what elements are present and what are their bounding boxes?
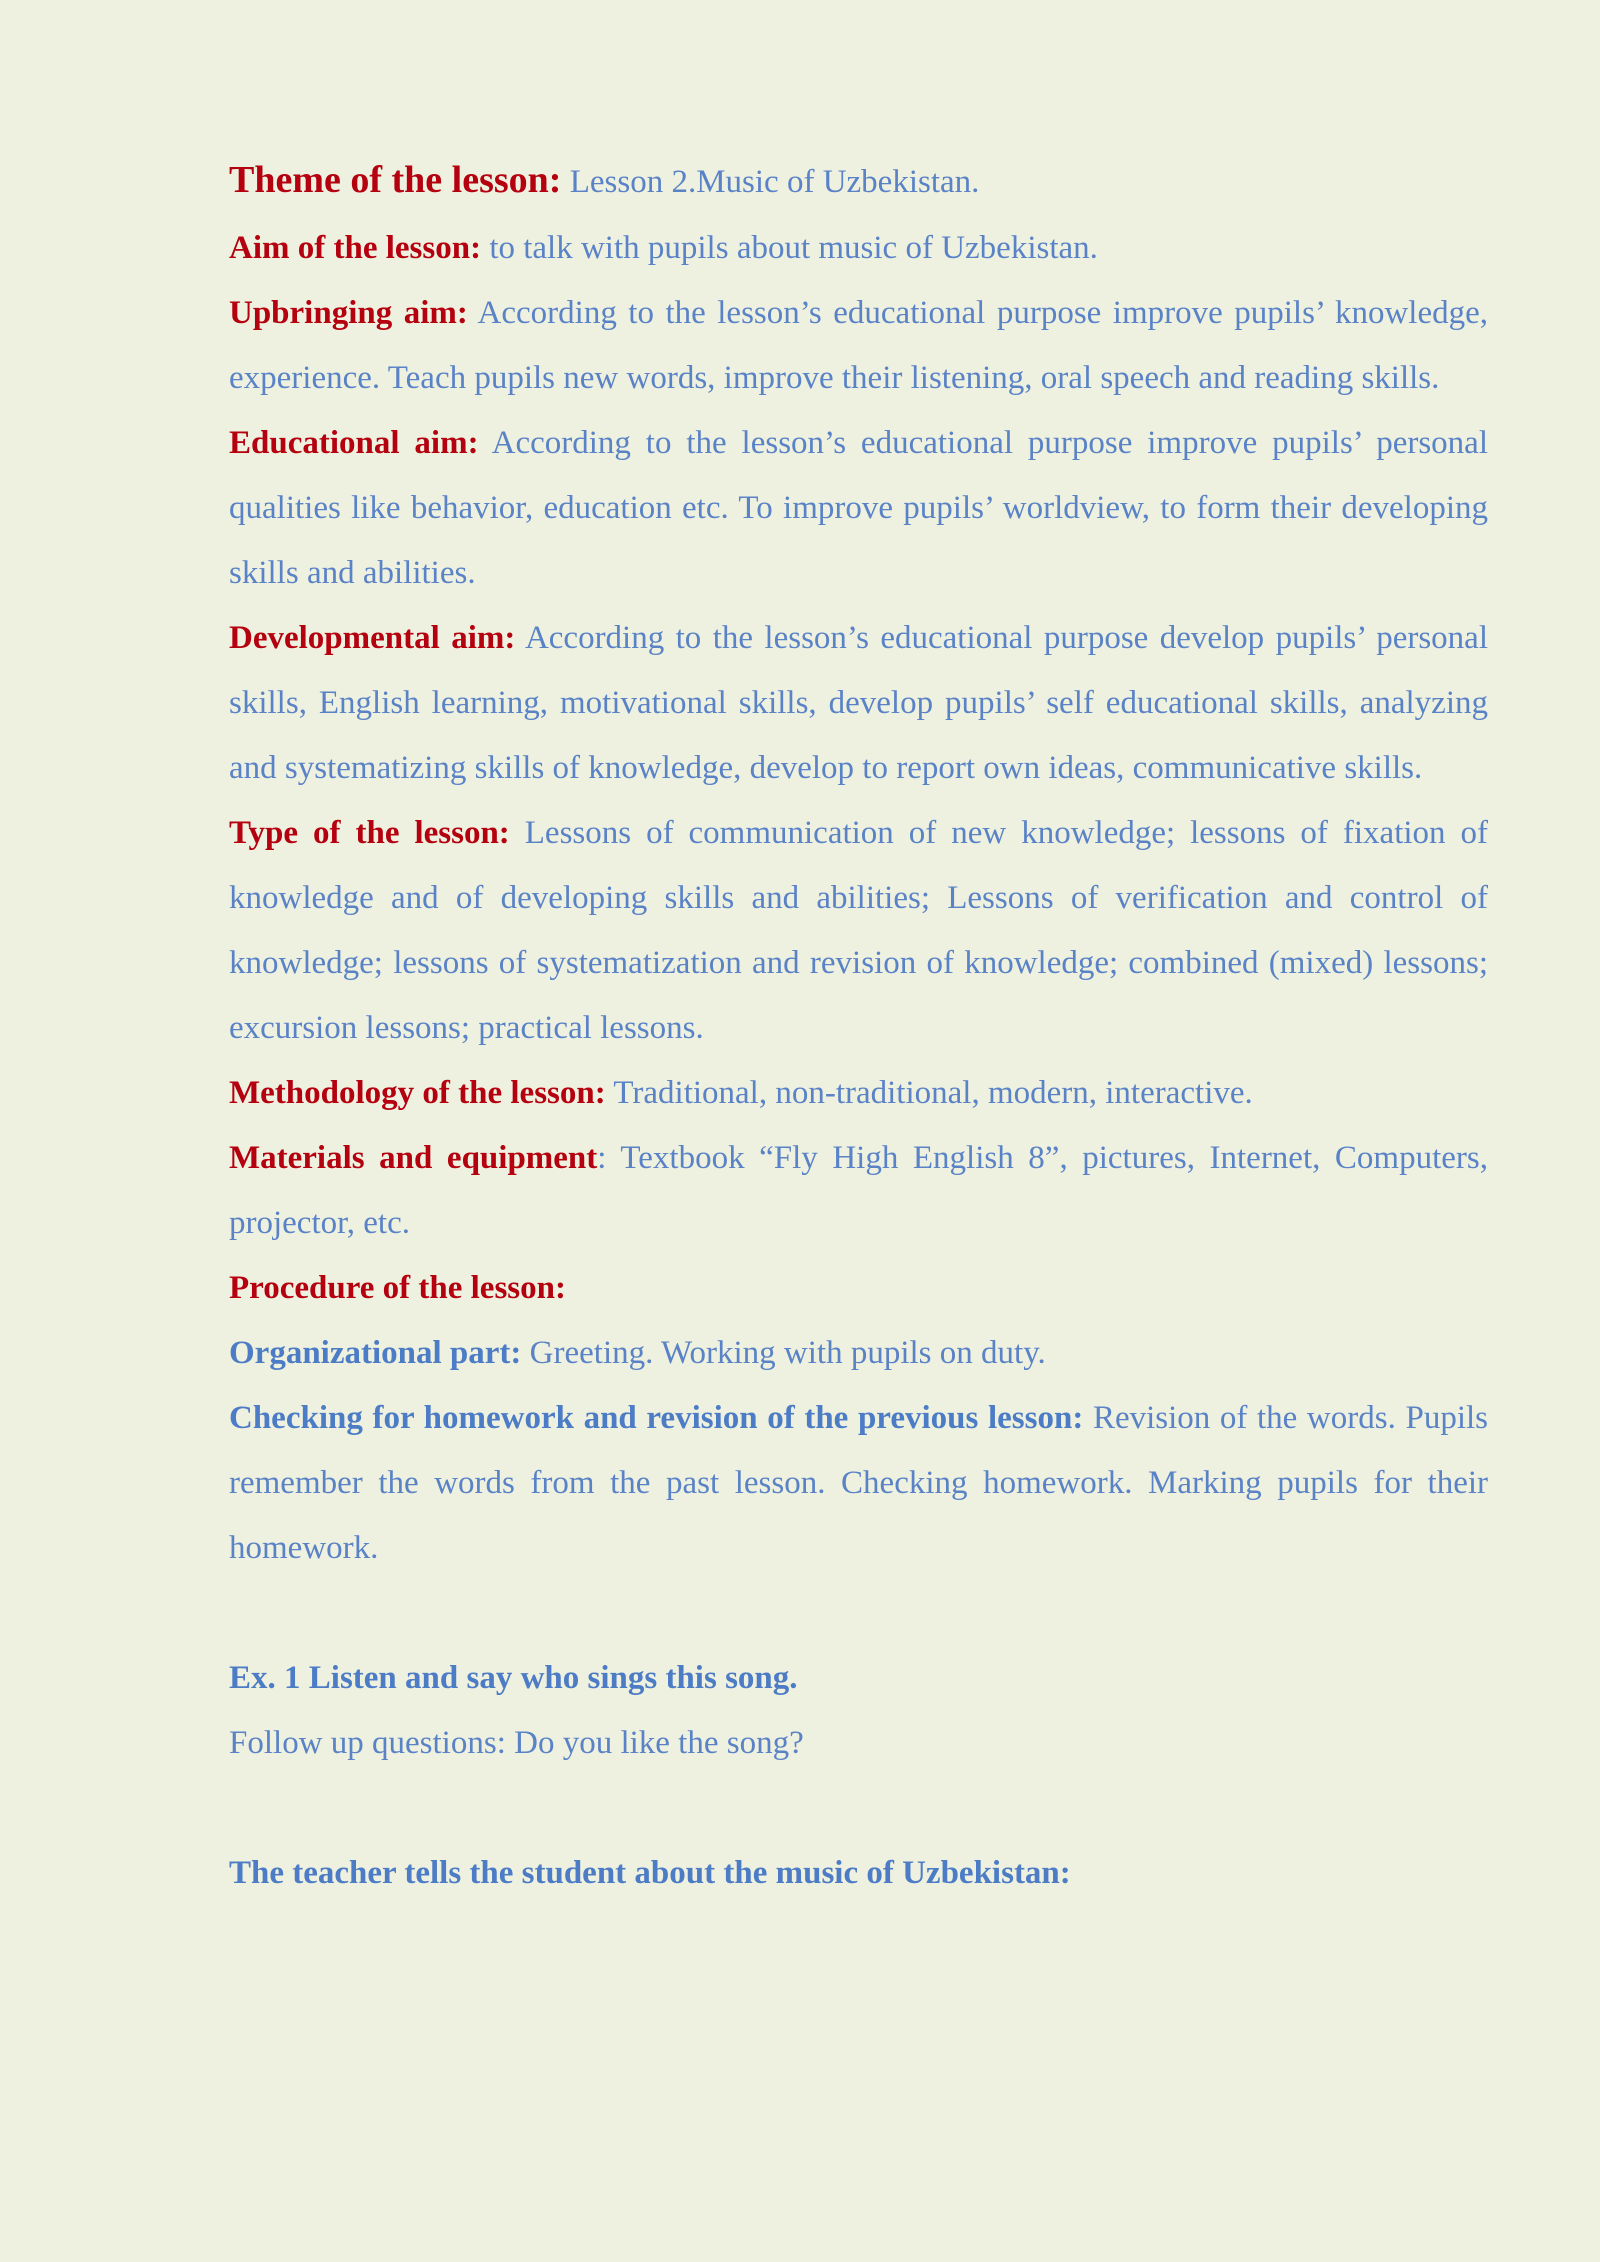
checking-label: Checking for homework and revision of the previous lesson: xyxy=(229,1400,1084,1436)
type-paragraph xyxy=(229,801,1488,1061)
procedure-label: Procedure of the lesson: xyxy=(229,1270,566,1306)
spacer xyxy=(229,1581,1488,1646)
methodology-label: Methodology of the lesson: xyxy=(229,1075,606,1111)
developmental-paragraph xyxy=(229,606,1488,801)
theme-label: Theme of the lesson: xyxy=(229,159,562,201)
teacher-heading xyxy=(229,1841,1488,1906)
exercise1-followup-text: Follow up questions: Do you like the song? xyxy=(229,1725,804,1761)
teacher-title: The teacher tells the student about the music of Uzbekistan: xyxy=(229,1855,1071,1891)
upbringing-paragraph xyxy=(229,281,1488,411)
educational-paragraph xyxy=(229,411,1488,606)
developmental-text: According to the lesson’s educational purpose develop pupils’ personal skills, English learning, motivational skills, develop pupils’ self educational skills, analyzing and systematizing skills of knowledge, develop to report own ideas, communicative skills. xyxy=(229,620,1488,786)
type-text: Lessons of communication of new knowledge; lessons of fixation of knowledge and of developing skills and abilities; Lessons of verification and control of knowledge; lessons of systematization and revision of knowledge; combined (mixed) lessons; excursion lessons; practical lessons. xyxy=(229,815,1488,1046)
materials-text: : Textbook “Fly High English 8”, pictures, Internet, Computers, projector, etc. xyxy=(229,1140,1488,1241)
type-label: Type of the lesson: xyxy=(229,815,510,851)
spacer xyxy=(229,1776,1488,1841)
organizational-text: Greeting. Working with pupils on duty. xyxy=(521,1335,1046,1371)
checking-paragraph xyxy=(229,1386,1488,1581)
theme-line xyxy=(229,150,1488,212)
organizational-line xyxy=(229,1321,1488,1386)
materials-paragraph xyxy=(229,1126,1488,1256)
developmental-label: Developmental aim: xyxy=(229,620,516,656)
upbringing-text: According to the lesson’s educational purpose improve pupils’ knowledge, experience. Teach pupils new words, improve their listening, oral speech and reading skills. xyxy=(229,295,1489,396)
theme-text: Lesson 2.Music of Uzbekistan. xyxy=(561,164,980,200)
aim-label: Aim of the lesson: xyxy=(229,230,482,266)
exercise1-title: Ex. 1 Listen and say who sings this song. xyxy=(229,1660,798,1696)
exercise1-followup xyxy=(229,1711,1488,1776)
aim-line xyxy=(229,216,1488,281)
educational-label: Educational aim: xyxy=(229,425,479,461)
aim-text: to talk with pupils about music of Uzbekistan. xyxy=(481,230,1098,266)
materials-label: Materials and equipment xyxy=(229,1140,598,1176)
exercise1-heading xyxy=(229,1646,1488,1711)
methodology-line xyxy=(229,1061,1488,1126)
checking-text: Revision of the words. Pupils remember the words from the past lesson. Checking homework. Marking pupils for their homework. xyxy=(229,1400,1488,1566)
educational-text: According to the lesson’s educational purpose improve pupils’ personal qualities like behavior, education etc. To improve pupils’ worldview, to form their developing skills and abilities. xyxy=(229,425,1488,591)
upbringing-label: Upbringing aim: xyxy=(229,295,468,331)
procedure-heading xyxy=(229,1256,1488,1321)
methodology-text: Traditional, non-traditional, modern, interactive. xyxy=(605,1075,1253,1111)
organizational-label: Organizational part: xyxy=(229,1335,522,1371)
